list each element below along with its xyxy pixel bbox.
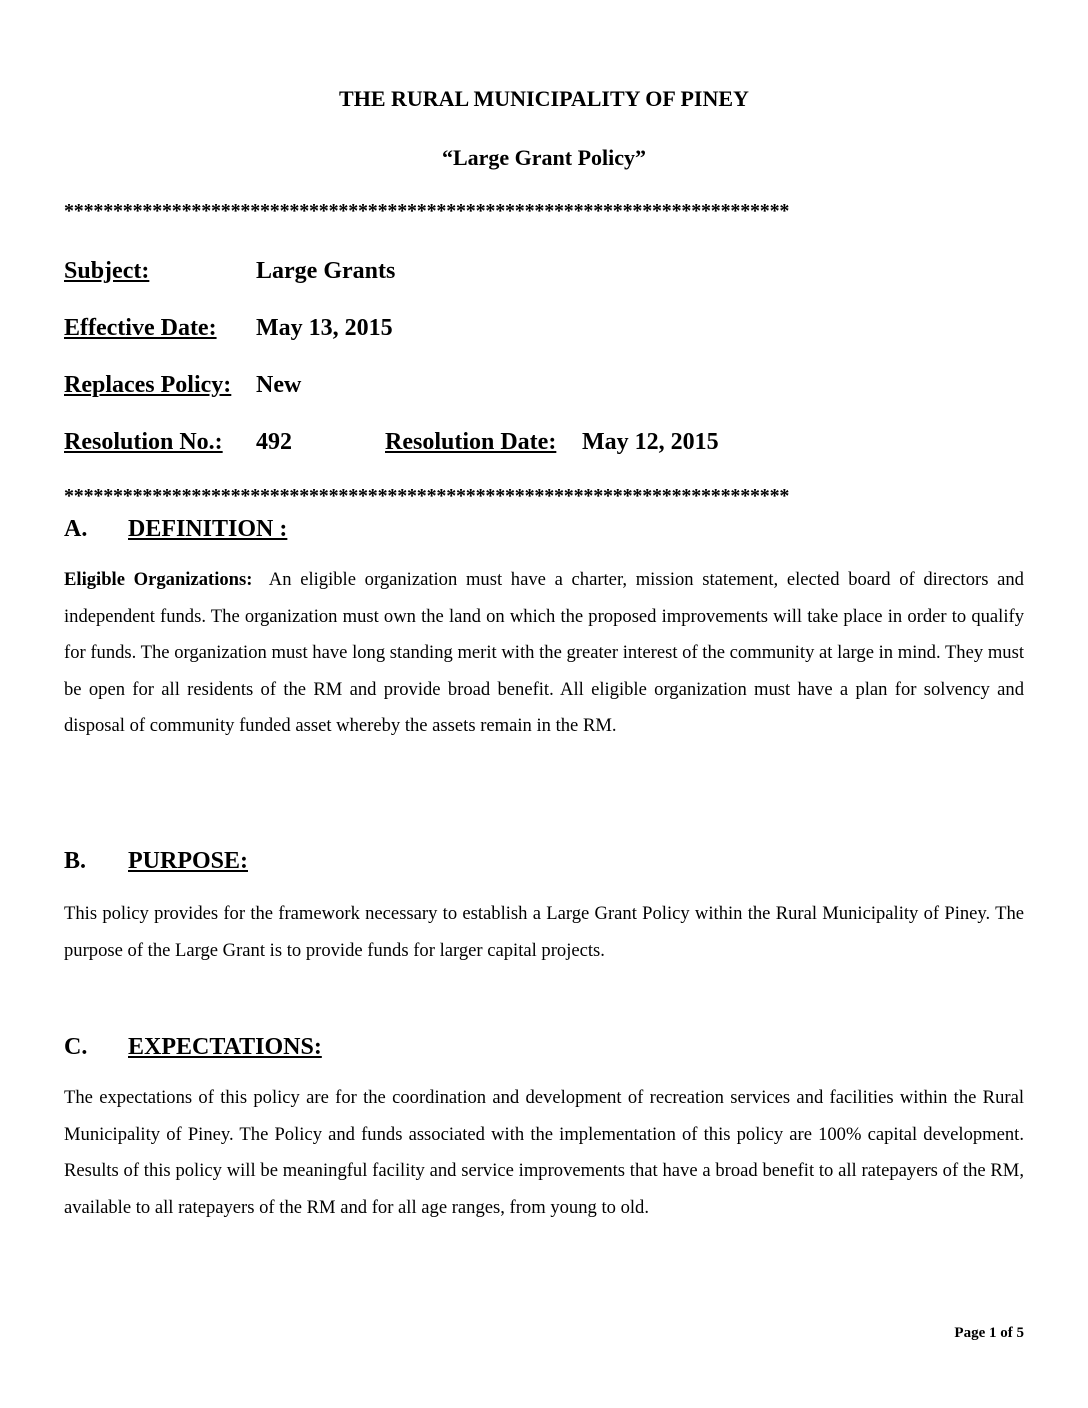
section-b-title: PURPOSE: <box>128 848 248 874</box>
separator-top: ************************************************************************** <box>64 200 790 222</box>
page-number: Page 1 of 5 <box>954 1325 1024 1341</box>
section-b-letter: B. <box>64 848 87 874</box>
section-c-title: EXPECTATIONS: <box>128 1034 322 1060</box>
resolution-no-label: Resolution No.: <box>64 429 223 455</box>
subject-value: Large Grants <box>256 258 396 284</box>
replaces-policy-value: New <box>256 372 302 398</box>
section-a-body: An eligible organization must have a charter, mission statement, elected board of directors and independent funds. The organization must own the land on which the proposed improvements will take place in order to qualify for funds. The organization must have long standing merit with the greater interest of the community at large in mind. They must be open for all residents of the RM and provide broad benefit. All eligible organization must have a plan for solvency and disposal of community funded asset whereby the assets remain in the RM. <box>64 569 1024 736</box>
effective-date-label: Effective Date: <box>64 315 217 341</box>
section-b-body: This policy provides for the framework necessary to establish a Large Grant Policy within the Rural Municipality of Piney. The purpose of the Large Grant is to provide funds for larger capital projects. <box>64 903 1024 961</box>
separator-bottom: ************************************************************************** <box>64 485 790 507</box>
section-c-body: The expectations of this policy are for the coordination and development of recreation services and facilities within the Rural Municipality of Piney. The Policy and funds associated with the implementation of this policy are 100% capital development. Results of this policy will be meaningful facility and service improvements that have a broad benefit to all ratepayers of the RM, available to all ratepayers of the RM and for all age ranges, from young to old. <box>64 1087 1024 1218</box>
resolution-date-label: Resolution Date: <box>385 429 557 455</box>
document-title: THE RURAL MUNICIPALITY OF PINEY <box>339 86 749 111</box>
section-a-letter: A. <box>64 516 88 542</box>
section-c-letter: C. <box>64 1034 88 1060</box>
eligible-organizations-term: Eligible Organizations: <box>64 569 253 590</box>
subject-label: Subject: <box>64 258 150 284</box>
replaces-policy-label: Replaces Policy: <box>64 372 232 398</box>
document-subtitle: “Large Grant Policy” <box>441 145 647 170</box>
section-a-title: DEFINITION : <box>128 516 288 542</box>
resolution-no-value: 492 <box>256 429 292 455</box>
resolution-date-value: May 12, 2015 <box>582 429 719 455</box>
effective-date-value: May 13, 2015 <box>256 315 393 341</box>
section-a-paragraph <box>64 562 1024 745</box>
